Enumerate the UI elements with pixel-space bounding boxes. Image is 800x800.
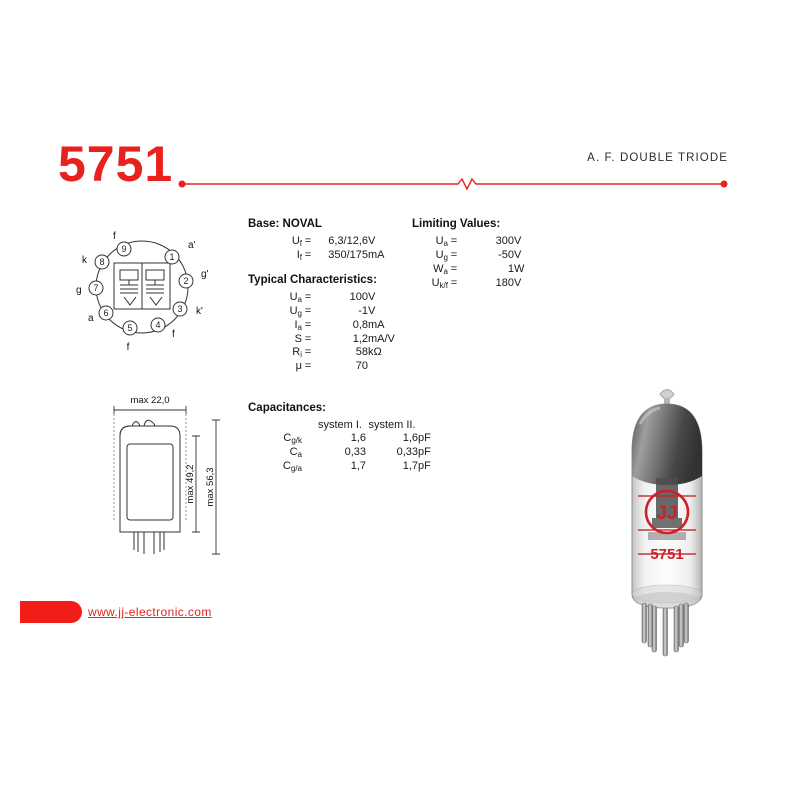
pin-number-2: 2 bbox=[183, 276, 189, 286]
capacitances-table bbox=[272, 418, 452, 473]
pin-number-9: 9 bbox=[121, 244, 127, 254]
lim-sym-3: $U_{k/f}$ bbox=[431, 276, 448, 290]
lim-sym-0: $U_a$ bbox=[435, 234, 448, 248]
table-header-row bbox=[272, 418, 452, 431]
table-row bbox=[272, 234, 402, 248]
table-row bbox=[418, 262, 548, 276]
typ-eq-3: = bbox=[304, 332, 312, 345]
typ-val-4: 58 bbox=[355, 346, 368, 358]
table-row bbox=[272, 332, 402, 345]
pin-label-3: k' bbox=[196, 306, 203, 317]
table-row bbox=[418, 248, 548, 262]
table-row bbox=[272, 290, 402, 304]
table-row bbox=[272, 318, 402, 332]
pin-label-8: k bbox=[82, 255, 87, 266]
pin-number-3: 3 bbox=[177, 304, 183, 314]
lim-unit-3: V bbox=[514, 277, 522, 289]
pin-number-1: 1 bbox=[169, 252, 175, 262]
pin-number-6: 6 bbox=[103, 308, 109, 318]
pin-number-7: 7 bbox=[93, 283, 99, 293]
lim-unit-0: V bbox=[514, 235, 522, 247]
lim-unit-1: V bbox=[514, 249, 522, 261]
lim-val-0: 300 bbox=[495, 235, 514, 247]
lim-eq-3: = bbox=[450, 277, 458, 289]
caps-unit-0: pF bbox=[418, 432, 431, 444]
table-row bbox=[418, 276, 548, 290]
pin-label-2: g' bbox=[201, 269, 209, 280]
table-row bbox=[418, 234, 548, 248]
typ-sym-1: $U_g$ bbox=[289, 304, 302, 318]
dim-inner-height-label: max 49,2 bbox=[185, 464, 196, 504]
caps-sym-2: $C_{g/a}$ bbox=[282, 459, 302, 473]
base-eq-0: = bbox=[304, 235, 312, 247]
tube-photo bbox=[582, 382, 752, 672]
base-val-1: 350/175 bbox=[328, 249, 368, 261]
typ-unit-5 bbox=[368, 359, 402, 372]
pin-label-6: a bbox=[88, 313, 94, 324]
base-sym-0: $U_f$ bbox=[291, 234, 302, 248]
page-subtitle: A. F. DOUBLE TRIODE bbox=[587, 152, 728, 164]
page-title: 5751 bbox=[58, 136, 174, 192]
table-row bbox=[272, 459, 452, 473]
limiting-table bbox=[418, 234, 548, 290]
dim-width-label: max 22,0 bbox=[130, 395, 170, 406]
caps-sym-1: $C_a$ bbox=[289, 445, 302, 459]
caps-unit-1: pF bbox=[418, 446, 431, 458]
typ-eq-0: = bbox=[304, 291, 312, 303]
typ-sym-4: $R_i$ bbox=[292, 345, 302, 359]
lim-val-3: 180 bbox=[495, 277, 514, 289]
base-sym-1: $I_f$ bbox=[296, 248, 302, 262]
typ-unit-2: mA bbox=[368, 319, 385, 331]
lim-eq-2: = bbox=[450, 263, 458, 275]
typ-val-0: 100 bbox=[349, 291, 368, 303]
caps-v1-0: 1,6 bbox=[350, 432, 366, 444]
base-val-0: 6,3/12,6 bbox=[328, 235, 368, 247]
pin-number-5: 5 bbox=[127, 323, 133, 333]
typ-eq-1: = bbox=[304, 305, 312, 317]
typ-eq-2: = bbox=[304, 319, 312, 331]
typ-val-2: 0,8 bbox=[352, 319, 368, 331]
lim-val-2: 1 bbox=[507, 263, 514, 275]
lim-sym-1: $U_g$ bbox=[435, 248, 448, 262]
limiting-heading: Limiting Values: bbox=[412, 218, 501, 230]
typ-eq-4: = bbox=[304, 346, 312, 358]
pin-label-5: f bbox=[126, 342, 130, 353]
typ-sym-0: $U_a$ bbox=[289, 290, 302, 304]
lim-eq-1: = bbox=[450, 249, 458, 261]
caps-v2-0: 1,6 bbox=[402, 432, 418, 444]
tube-brand-label: JJ bbox=[656, 503, 678, 524]
typ-unit-4: kΩ bbox=[368, 346, 382, 358]
caps-sym-0: $C_{g/k}$ bbox=[283, 431, 302, 445]
pin-number-8: 8 bbox=[99, 257, 105, 267]
typical-table bbox=[272, 290, 402, 372]
typ-sym-5: μ bbox=[295, 359, 302, 372]
caps-v1-2: 1,7 bbox=[350, 460, 366, 472]
typ-unit-0: V bbox=[368, 291, 376, 303]
typ-val-1: -1 bbox=[358, 305, 368, 317]
base-eq-1: = bbox=[304, 249, 312, 261]
capacitances-heading: Capacitances: bbox=[248, 402, 326, 414]
lim-unit-2: W bbox=[514, 263, 525, 275]
base-unit-0: V bbox=[368, 235, 376, 247]
pin-label-1: a' bbox=[188, 240, 196, 251]
capacitances-section bbox=[248, 402, 508, 473]
lim-eq-0: = bbox=[450, 235, 458, 247]
base-heading: Base: NOVAL bbox=[248, 218, 322, 230]
pin-number-4: 4 bbox=[155, 320, 161, 330]
typ-unit-1: V bbox=[368, 305, 376, 317]
typical-heading: Typical Characteristics: bbox=[248, 274, 377, 286]
lim-sym-2: $W_a$ bbox=[433, 262, 448, 276]
pin-label-7: g bbox=[76, 285, 82, 296]
brand-swatch bbox=[20, 601, 82, 623]
table-row bbox=[272, 359, 402, 372]
caps-col1-header: system I. bbox=[317, 418, 362, 431]
typ-sym-2: $I_a$ bbox=[294, 318, 302, 332]
tube-type-label: 5751 bbox=[650, 546, 684, 563]
pin-label-9: f bbox=[113, 231, 116, 242]
table-row bbox=[272, 304, 402, 318]
base-table bbox=[272, 234, 402, 262]
lim-val-1: -50 bbox=[498, 249, 514, 261]
table-row bbox=[272, 445, 452, 459]
table-row bbox=[272, 345, 402, 359]
table-row bbox=[272, 431, 452, 445]
typ-eq-5: = bbox=[304, 359, 312, 372]
typ-sym-3: S bbox=[294, 332, 302, 345]
pinout-diagram bbox=[62, 215, 222, 365]
base-unit-1: mA bbox=[368, 249, 385, 261]
table-row bbox=[272, 248, 402, 262]
typ-unit-3: mA/V bbox=[368, 332, 395, 345]
dim-outer-height-label: max 56,3 bbox=[205, 467, 216, 507]
caps-v1-1: 0,33 bbox=[344, 446, 366, 458]
pin-label-4: f bbox=[172, 329, 175, 340]
specs-right-column bbox=[412, 218, 592, 290]
header-rule bbox=[178, 177, 728, 191]
website-link[interactable]: www.jj-electronic.com bbox=[88, 605, 212, 619]
caps-unit-2: pF bbox=[418, 460, 431, 472]
typ-val-3: 1,2 bbox=[352, 332, 368, 345]
typ-val-5: 70 bbox=[355, 359, 368, 372]
caps-v2-2: 1,7 bbox=[402, 460, 418, 472]
caps-col2-header: system II. bbox=[368, 418, 416, 431]
dimension-drawing bbox=[104, 392, 239, 577]
caps-v2-1: 0,33 bbox=[396, 446, 418, 458]
